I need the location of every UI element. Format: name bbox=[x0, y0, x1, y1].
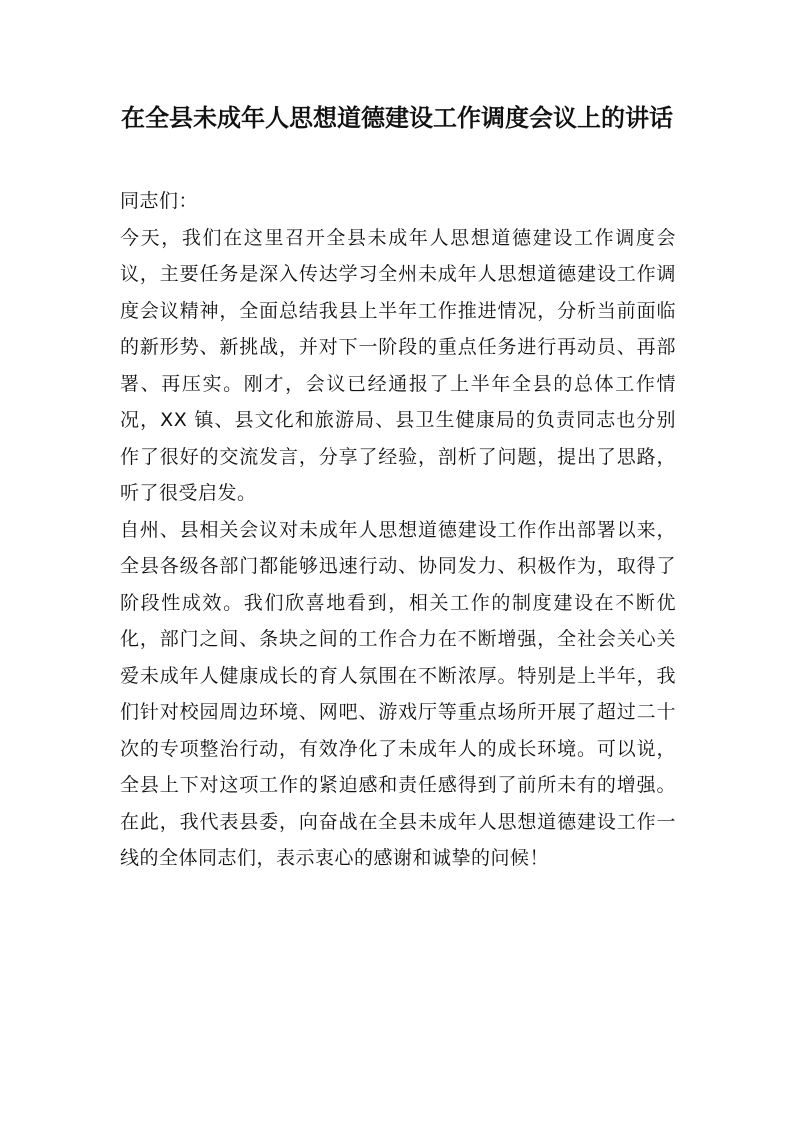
document-title: 在全县未成年人思想道德建设工作调度会议上的讲话 bbox=[121, 103, 673, 132]
salutation: 同志们： bbox=[120, 190, 199, 212]
paragraph: 自州、县相关会议对未成年人思想道德建设工作作出部署以来，全县各级各部门都能够迅速行动、协同发力、积极作为，取得了阶段性成效。我们欣喜地看到，相关工作的制度建设在不断优化，部门之间、条块之间的工作合力在不断增强，全社会关心关爱未成年人健康成长的育人氛围在不断浓厚。特别是上半年，我们针对校园周边环境、网吧、游戏厅等重点场所开展了超过二十次的专项整治行动，有效净化了未成年人的成长环境。可以说，全县上下对这项工作的紧迫感和责任感得到了前所未有的增强。在此，我代表县委，向奋战在全县未成年人思想道德建设工作一线的全体同志们，表示衷心的感谢和诚挚的问候！ bbox=[120, 518, 676, 869]
document-body bbox=[120, 183, 676, 877]
paragraph: 今天，我们在这里召开全县未成年人思想道德建设工作调度会议，主要任务是深入传达学习全州未成年人思想道德建设工作调度会议精神，全面总结我县上半年工作推进情况，分析当前面临的新形势、新挑战，并对下一阶段的重点任务进行再动员、再部署、再压实。刚才，会议已经通报了上半年全县的总体工作情况，XX 镇、县文化和旅游局、县卫生健康局的负责同志也分别作了很好的交流发言，分享了经验，剖析了问题，提出了思路，听了很受启发。 bbox=[120, 226, 676, 504]
